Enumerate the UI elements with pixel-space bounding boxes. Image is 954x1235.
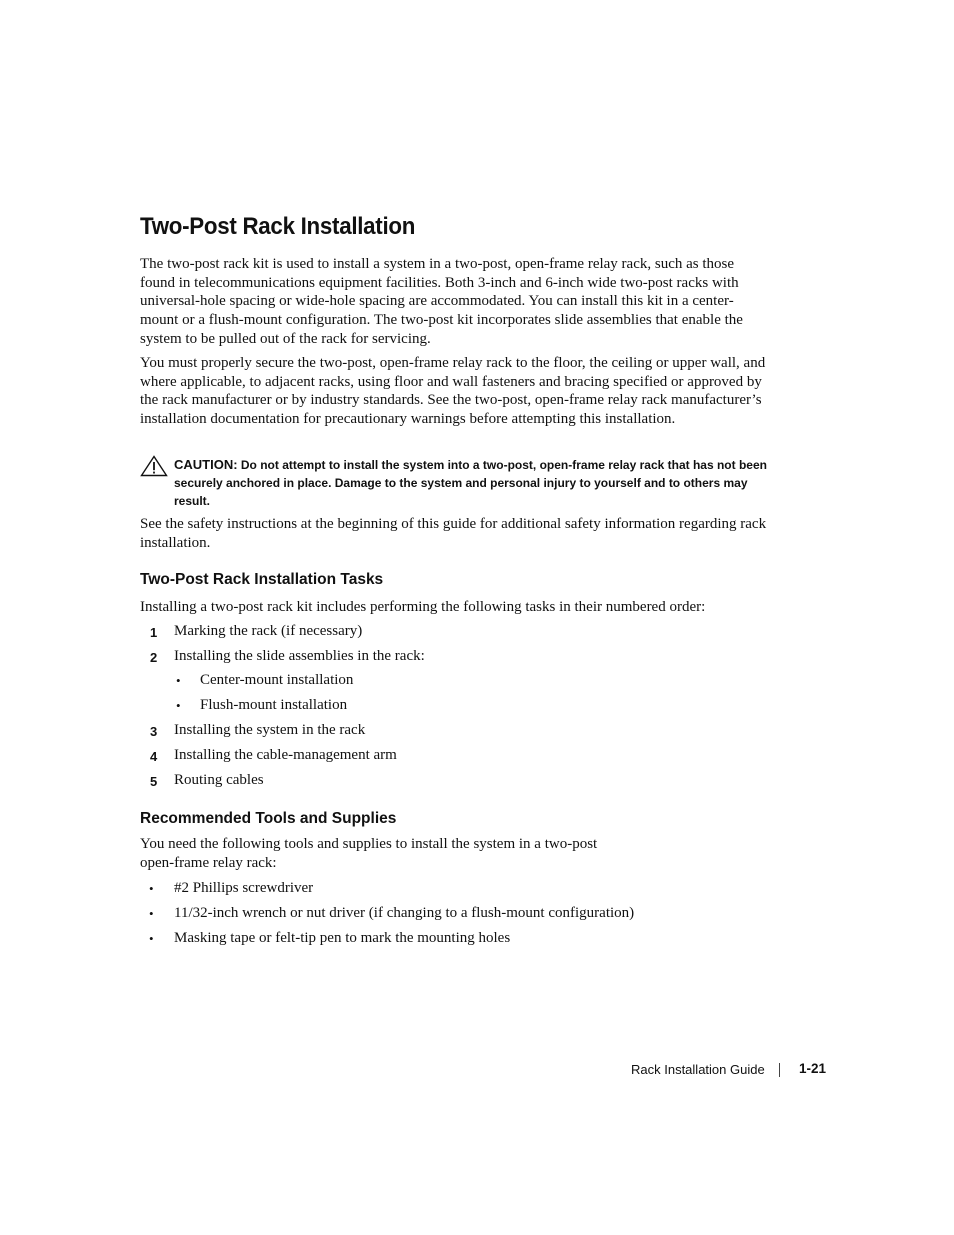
tools-heading: Recommended Tools and Supplies bbox=[140, 810, 397, 827]
tasks-heading: Two-Post Rack Installation Tasks bbox=[140, 571, 384, 588]
caution-label: CAUTION: bbox=[174, 457, 238, 472]
list-item-number: 4 bbox=[150, 749, 158, 764]
rack-securing-paragraph: You must properly secure the two-post, open-frame relay rack to the floor, the ceiling or upper wall, and where applicable, to adjacent racks, using floor and wall fasteners and bracing specified or approved by the rack manufacturer or by industry standards. See the two-post, open-frame relay rack manufacturer’s installation documentation for precautionary warnings before attempting this installation. bbox=[140, 355, 766, 428]
list-item-number: 3 bbox=[150, 724, 158, 739]
list-item-text: Installing the cable-management arm bbox=[174, 747, 397, 763]
tools-intro-line-2: open-frame relay rack: bbox=[140, 855, 277, 871]
list-item-text: Installing the system in the rack bbox=[174, 722, 366, 738]
warning-triangle-icon bbox=[140, 455, 168, 477]
tasks-intro: Installing a two-post rack kit includes performing the following tasks in their numbered order: bbox=[140, 599, 706, 615]
intro-paragraph: The two-post rack kit is used to install a system in a two-post, open-frame relay rack, such as those found in telecommunications equipment facilities. Both 3-inch and 6-inch wide two-post racks with universal-hole spacing or wide-hole spacing are accommodated. You can install this kit in a center-mount or a flush-mount configuration. The two-post kit incorporates slide assemblies that enable the system to be pulled out of the rack for servicing. bbox=[140, 256, 743, 347]
bullet: • bbox=[176, 698, 181, 713]
sub-list-item-text: Flush-mount installation bbox=[200, 697, 348, 713]
tools-intro-line-1: You need the following tools and supplies to install the system in a two-post bbox=[140, 836, 598, 852]
caution-notice bbox=[140, 455, 770, 511]
list-item-number: 5 bbox=[150, 774, 158, 789]
list-item-number: 2 bbox=[150, 650, 158, 665]
list-item-text: Routing cables bbox=[174, 772, 264, 788]
list-item-text: Installing the slide assemblies in the rack: bbox=[174, 648, 425, 664]
list-item-text: #2 Phillips screwdriver bbox=[174, 880, 314, 896]
bullet: • bbox=[176, 673, 181, 688]
list-item-text: 11/32-inch wrench or nut driver (if changing to a flush-mount configuration) bbox=[174, 905, 635, 921]
list-item-number: 1 bbox=[150, 625, 158, 640]
page-title: Two-Post Rack Installation bbox=[140, 213, 416, 240]
footer-divider bbox=[779, 1063, 780, 1077]
page-number: 1-21 bbox=[799, 1061, 827, 1076]
caution-body: Do not attempt to install the system into a two-post, open-frame relay rack that has not been securely anchored in place. Damage to the system and personal injury to yourself and to others may result. bbox=[174, 458, 767, 508]
caution-text bbox=[174, 456, 769, 510]
sub-list-item-text: Center-mount installation bbox=[200, 672, 354, 688]
bullet: • bbox=[149, 906, 154, 921]
footer-guide-title: Rack Installation Guide bbox=[631, 1062, 765, 1077]
safety-paragraph: See the safety instructions at the beginning of this guide for additional safety information regarding rack installation. bbox=[140, 516, 767, 551]
bullet: • bbox=[149, 931, 154, 946]
list-item-text: Marking the rack (if necessary) bbox=[174, 623, 363, 639]
bullet: • bbox=[149, 881, 154, 896]
list-item-text: Masking tape or felt-tip pen to mark the mounting holes bbox=[174, 930, 511, 946]
